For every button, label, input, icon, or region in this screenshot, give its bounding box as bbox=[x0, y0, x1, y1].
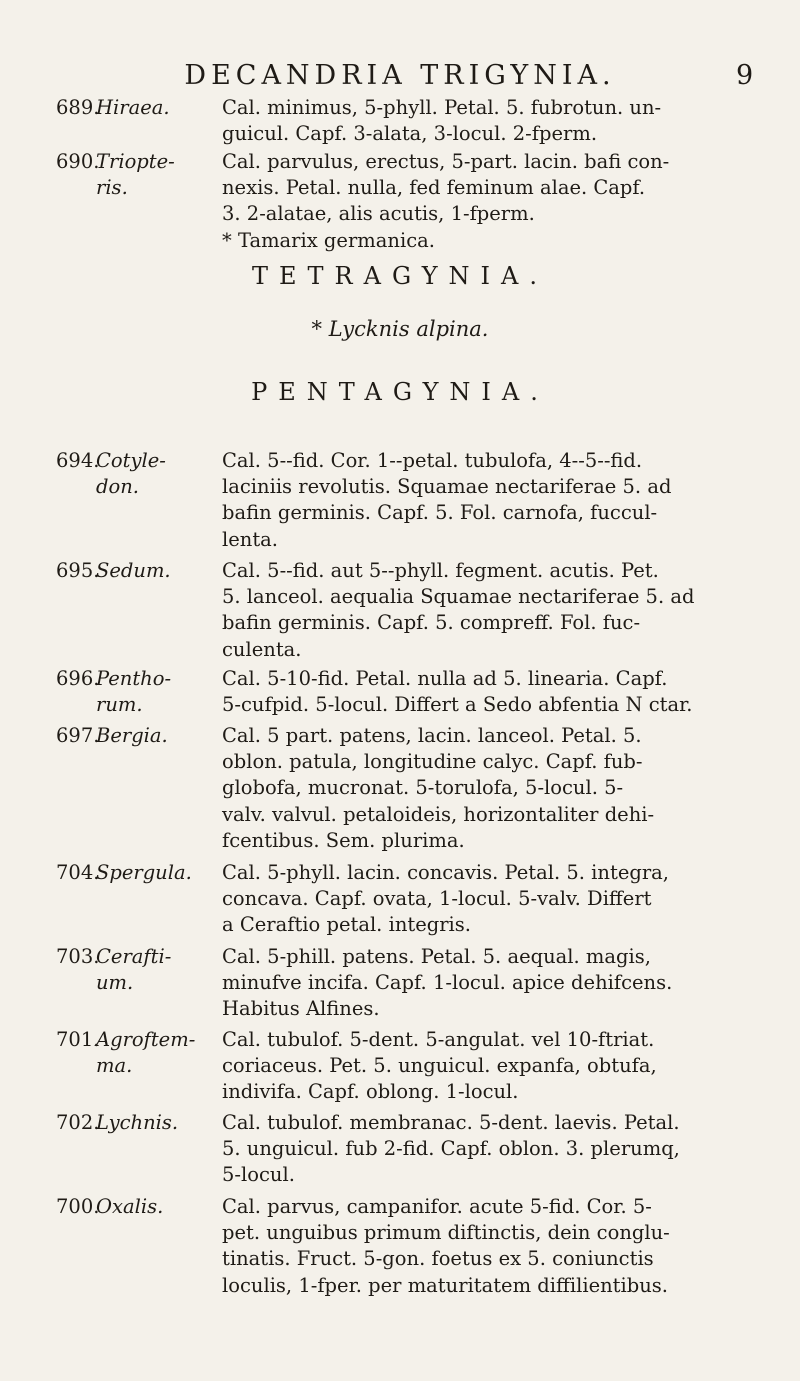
section-heading-pentagynia: PENTAGYNIA. bbox=[251, 378, 549, 406]
genus-description: Cal. parvus, campanifor. acute 5-fid. Cor. 5- pet. unguibus primum diftinctis, dein conglu- tinatis. Fruct. 5-gon. foetus ex 5. coniunctis loculis, 1-fper. per maturitatem diffilientibus. bbox=[222, 1195, 670, 1297]
entry-number: 703. bbox=[56, 945, 100, 968]
entry-number: 700. bbox=[56, 1195, 100, 1218]
entry-triopteris bbox=[56, 149, 796, 254]
entry-number: 690. bbox=[56, 150, 100, 173]
entry-hiraea bbox=[56, 95, 796, 147]
entry-number: 701. bbox=[56, 1028, 100, 1051]
genus-description: Cal. 5-phill. patens. Petal. 5. aequal. magis, minufve incifa. Capf. 1-locul. apice dehifcens. Habitus Alfines. bbox=[222, 945, 673, 1021]
genus-name: Triopte- ris. bbox=[96, 150, 175, 200]
genus-name: Cerafti- um. bbox=[96, 945, 172, 995]
genus-name: Agroftem- ma. bbox=[96, 1028, 196, 1078]
entry-cerastium bbox=[56, 944, 796, 1023]
genus-description: Cal. parvulus, erectus, 5-part. lacin. bafi con- nexis. Petal. nulla, fed feminum alae. Capf. 3. 2-alatae, alis acutis, 1-fperm. * Tamarix germanica. bbox=[222, 150, 670, 252]
entry-lychnis bbox=[56, 1110, 796, 1189]
entry-number: 704. bbox=[56, 861, 100, 884]
genus-description: Cal. 5-phyll. lacin. concavis. Petal. 5. integra, concava. Capf. ovata, 1-locul. 5-valv. Differt a Ceraftio petal. integris. bbox=[222, 861, 669, 937]
entry-penthorum bbox=[56, 666, 796, 718]
genus-description: Cal. 5-10-fid. Petal. nulla ad 5. linearia. Capf. 5-cufpid. 5-locul. Differt a Sedo abfentia N ctar. bbox=[222, 667, 693, 717]
entry-oxalis bbox=[56, 1194, 796, 1299]
entry-number: 695. bbox=[56, 559, 100, 582]
section-heading-tetragynia: TETRAGYNIA. bbox=[252, 262, 548, 290]
entry-agrostemma bbox=[56, 1027, 796, 1106]
entry-number: 689. bbox=[56, 96, 100, 119]
page-number: 9 bbox=[736, 60, 754, 91]
tetragynia-species: * Lycknis alpina. bbox=[311, 317, 489, 341]
entry-number: 696. bbox=[56, 667, 100, 690]
genus-name: Cotyle- don. bbox=[96, 449, 166, 499]
genus-name: Bergia. bbox=[96, 724, 168, 747]
entry-number: 697. bbox=[56, 724, 100, 747]
genus-description: Cal. tubulof. 5-dent. 5-angulat. vel 10-ftriat. coriaceus. Pet. 5. unguicul. expanfa, obtufa, indivifa. Capf. oblong. 1-locul. bbox=[222, 1028, 657, 1104]
genus-name: Pentho- rum. bbox=[96, 667, 172, 717]
entry-spergula bbox=[56, 860, 796, 939]
entry-number: 694. bbox=[56, 449, 100, 472]
entry-sedum bbox=[56, 558, 796, 663]
entry-number: 702. bbox=[56, 1111, 100, 1134]
genus-description: Cal. 5--fid. Cor. 1--petal. tubulofa, 4--5--fid. laciniis revolutis. Squamae nectariferae 5. ad bafin germinis. Capf. 5. Fol. carnofa, fuccul- lenta. bbox=[222, 449, 672, 551]
running-title: DECANDRIA TRIGYNIA. bbox=[184, 60, 616, 91]
genus-description: Cal. 5 part. patens, lacin. lanceol. Petal. 5. oblon. patula, longitudine calyc. Capf. fub- globofa, mucronat. 5-torulofa, 5-locul. 5- valv. valvul. petaloideis, horizontaliter dehi- fcentibus. Sem. plurima. bbox=[222, 724, 655, 852]
genus-name: Oxalis. bbox=[96, 1195, 164, 1218]
genus-description: Cal. minimus, 5-phyll. Petal. 5. fubrotun. un- guicul. Capf. 3-alata, 3-locul. 2-fperm. bbox=[222, 96, 662, 146]
genus-description: Cal. tubulof. membranac. 5-dent. laevis. Petal. 5. unguicul. fub 2-fid. Capf. oblon. 3. plerumq, 5-locul. bbox=[222, 1111, 680, 1187]
genus-name: Lychnis. bbox=[96, 1111, 179, 1134]
genus-name: Spergula. bbox=[96, 861, 192, 884]
entry-bergia bbox=[56, 723, 796, 854]
genus-name: Hiraea. bbox=[96, 96, 170, 119]
genus-description: Cal. 5--fid. aut 5--phyll. fegment. acutis. Pet. 5. lanceol. aequalia Squamae nectariferae 5. ad bafin germinis. Capf. 5. compreff. Fol. fuc- culenta. bbox=[222, 559, 695, 661]
entry-cotyledon bbox=[56, 448, 796, 553]
genus-name: Sedum. bbox=[96, 559, 171, 582]
